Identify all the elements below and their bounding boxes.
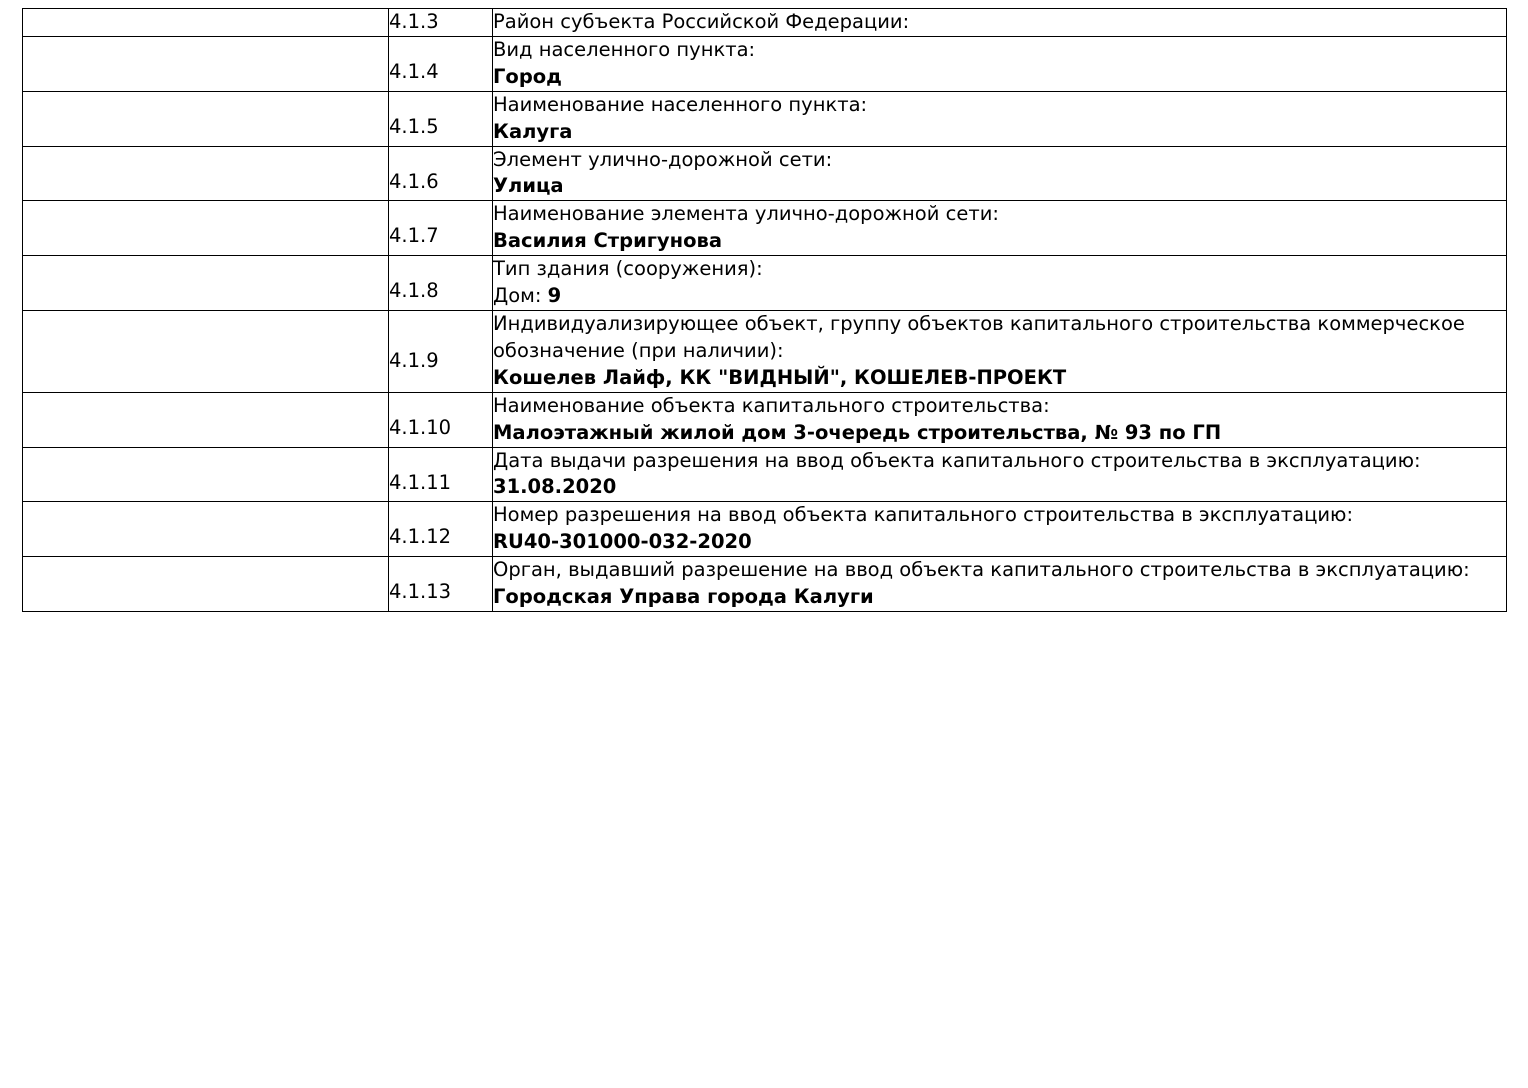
row-content	[493, 91, 1507, 146]
row-value: Городская Управа города Калуги	[493, 585, 874, 609]
row-label: Орган, выдавший разрешение на ввод объекта капитального строительства в эксплуатацию:	[493, 558, 1470, 582]
row-spacer-cell	[23, 36, 389, 91]
row-spacer-cell	[23, 256, 389, 311]
row-label: Тип здания (сооружения):	[493, 257, 763, 281]
row-spacer-cell	[23, 146, 389, 201]
row-value: Калуга	[493, 119, 573, 143]
table-row	[23, 310, 1507, 392]
table-row	[23, 36, 1507, 91]
row-label: Район субъекта Российской Федерации:	[493, 10, 910, 33]
table-body	[23, 9, 1507, 612]
row-value-line	[493, 283, 1506, 310]
row-number: 4.1.11	[389, 447, 493, 502]
row-value: 9	[547, 284, 562, 308]
row-value: RU40-301000-032-2020	[493, 530, 752, 554]
row-spacer-cell	[23, 392, 389, 447]
row-number: 4.1.4	[389, 36, 493, 91]
row-content	[493, 310, 1507, 392]
row-label: Дата выдачи разрешения на ввод объекта капитального строительства в эксплуатацию:	[493, 448, 1421, 472]
row-content	[493, 557, 1507, 612]
row-number: 4.1.5	[389, 91, 493, 146]
row-label: Индивидуализирующее объект, группу объектов капитального строительства коммерческое обозначение (при наличии):	[493, 311, 1465, 362]
row-spacer-cell	[23, 91, 389, 146]
row-content	[493, 447, 1507, 502]
row-content	[493, 201, 1507, 256]
row-value: Кошелев Лайф, КК "ВИДНЫЙ", КОШЕЛЕВ-ПРОЕКТ	[493, 365, 1067, 389]
document-page	[0, 8, 1528, 1088]
row-value: Василия Стригунова	[493, 229, 723, 253]
row-value: Малоэтажный жилой дом 3-очередь строительства, № 93 по ГП	[493, 420, 1222, 444]
row-number: 4.1.10	[389, 392, 493, 447]
row-number: 4.1.3	[389, 9, 493, 37]
row-number: 4.1.6	[389, 146, 493, 201]
declaration-table	[22, 8, 1507, 612]
row-spacer-cell	[23, 9, 389, 37]
table-row	[23, 557, 1507, 612]
row-number: 4.1.13	[389, 557, 493, 612]
table-row	[23, 91, 1507, 146]
row-label: Наименование элемента улично-дорожной сети:	[493, 202, 999, 226]
row-label: Элемент улично-дорожной сети:	[493, 147, 833, 171]
row-content	[493, 392, 1507, 447]
row-spacer-cell	[23, 447, 389, 502]
table-row	[23, 502, 1507, 557]
row-value: 31.08.2020	[493, 475, 617, 499]
row-value-prefix: Дом:	[493, 284, 548, 308]
table-row	[23, 201, 1507, 256]
row-number: 4.1.8	[389, 256, 493, 311]
table-row	[23, 146, 1507, 201]
row-spacer-cell	[23, 310, 389, 392]
row-content	[493, 146, 1507, 201]
row-number: 4.1.12	[389, 502, 493, 557]
row-value: Улица	[493, 174, 564, 198]
row-value: Город	[493, 64, 562, 88]
row-spacer-cell	[23, 201, 389, 256]
row-number: 4.1.7	[389, 201, 493, 256]
row-label: Вид населенного пункта:	[493, 37, 756, 61]
table-row	[23, 256, 1507, 311]
row-content	[493, 36, 1507, 91]
row-content	[493, 256, 1507, 311]
row-label: Наименование населенного пункта:	[493, 92, 868, 116]
row-label: Номер разрешения на ввод объекта капитального строительства в эксплуатацию:	[493, 503, 1354, 527]
table-row	[23, 392, 1507, 447]
row-label: Наименование объекта капитального строительства:	[493, 393, 1050, 417]
row-number: 4.1.9	[389, 310, 493, 392]
row-spacer-cell	[23, 502, 389, 557]
row-spacer-cell	[23, 557, 389, 612]
table-row	[23, 447, 1507, 502]
row-content	[493, 9, 1507, 37]
row-content	[493, 502, 1507, 557]
table-row	[23, 9, 1507, 37]
